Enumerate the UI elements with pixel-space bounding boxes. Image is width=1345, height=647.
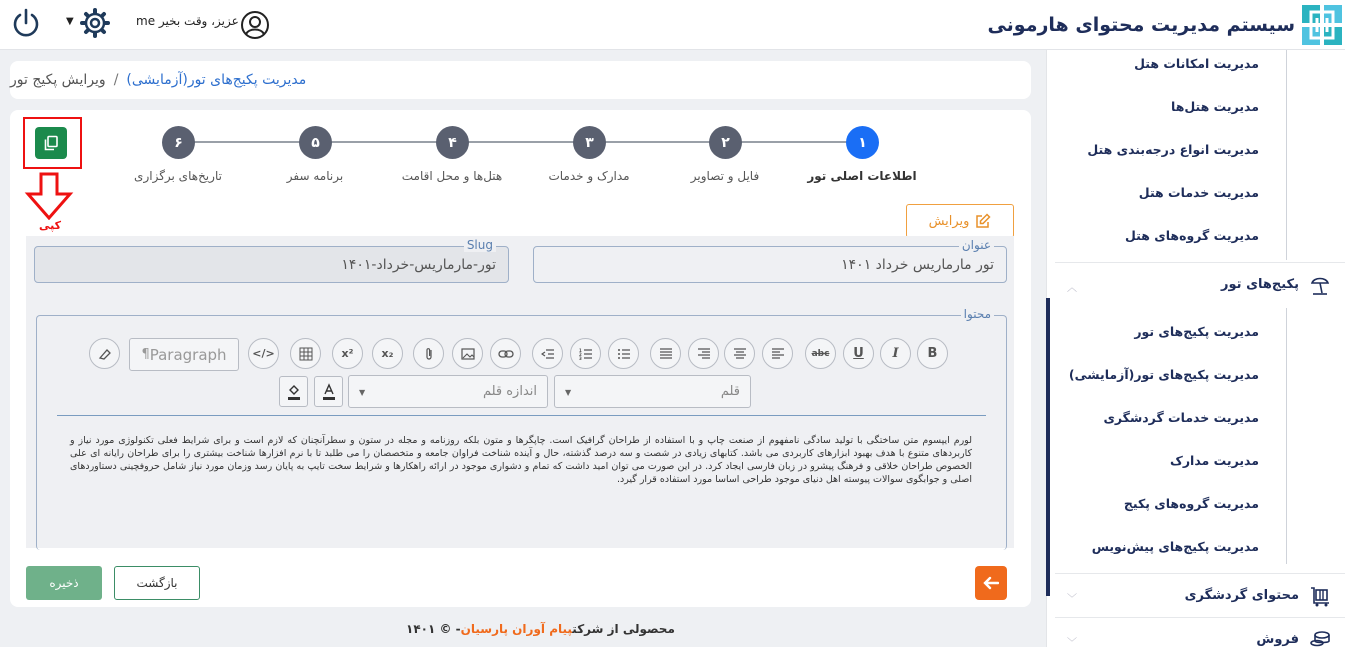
sidebar-section-sales[interactable] (1055, 617, 1345, 647)
subscript-icon: x₂ (381, 347, 394, 360)
user-greeting: me عزیز، وقت بخیر (136, 14, 239, 28)
align-justify-icon (659, 347, 673, 361)
slug-legend: Slug (464, 238, 496, 252)
top-bar (0, 0, 1345, 50)
table-grid-icon (299, 347, 313, 361)
step-6-circle[interactable]: ۶ (162, 126, 195, 159)
sidebar (1046, 50, 1345, 647)
copy-icon (43, 135, 59, 151)
harmony-logo-icon (1299, 2, 1345, 48)
chevron-down-icon: ﹀ (1067, 638, 1077, 647)
link-button[interactable] (490, 338, 521, 369)
sidebar-section-tourism-content[interactable] (1055, 573, 1345, 617)
editor-divider (57, 415, 986, 416)
slug-field (34, 238, 509, 283)
edit-button-label: ویرایش (928, 213, 970, 229)
footer-company-link[interactable]: پیام آوران پارسیان (460, 622, 573, 636)
bullet-list-button[interactable] (608, 338, 639, 369)
coins-icon (1309, 629, 1331, 647)
attach-button[interactable] (413, 338, 444, 369)
footer-suffix: - © ۱۴۰۱ (406, 622, 461, 636)
bold-button[interactable] (917, 338, 948, 369)
eraser-icon (98, 347, 112, 361)
align-left-button[interactable] (762, 338, 793, 369)
ordered-list-button[interactable] (570, 338, 601, 369)
clear-format-button[interactable] (89, 338, 120, 369)
section-label: پکیج‌های تور (1221, 277, 1299, 292)
font-color-button[interactable] (314, 376, 343, 407)
image-button[interactable] (452, 338, 483, 369)
image-icon (461, 347, 475, 361)
luggage-cart-icon (1309, 585, 1331, 607)
user-avatar-icon[interactable] (240, 10, 270, 40)
section-label: فروش (1256, 632, 1299, 647)
superscript-button[interactable] (332, 338, 363, 369)
svg-text:1: 1 (578, 347, 582, 353)
font-size-select[interactable] (348, 375, 548, 408)
svg-text:2: 2 (578, 351, 582, 357)
align-center-icon (733, 347, 747, 361)
align-right-icon (697, 347, 711, 361)
strikethrough-button[interactable] (805, 338, 836, 369)
chevron-up-icon: ︿ (1067, 283, 1077, 294)
font-family-select[interactable] (554, 375, 751, 408)
paragraph-label: Paragraph (149, 345, 227, 364)
breadcrumb (10, 61, 1031, 99)
breadcrumb-parent-link[interactable]: مدیریت پکیج‌های تور(آزمایشی) (126, 72, 307, 88)
background-color-button[interactable] (279, 376, 308, 407)
chevron-down-icon: ﹀ (1067, 594, 1077, 605)
step-6-label[interactable]: تاریخ‌های برگزاری (134, 169, 222, 183)
italic-icon: I (892, 346, 899, 361)
step-2-circle[interactable]: ۲ (709, 126, 742, 159)
editor-content-text[interactable]: لورم ایپسوم متن ساختگی با تولید سادگی نامفهوم از صنعت چاپ و با استفاده از طراحان گرافیک است. چاپگرها و متون بلکه روزنامه و مجله در ستون و سطرآنچنان که لازم است و برای شرایط فعلی تکنولوژی مورد نیاز و کاربردهای متنوع با هدف بهبود ابزارهای کاربردی می باشد. کتابهای زیادی در شصت و سه درصد گذشته، حال و آینده شناخت فراوان جامعه و متخصصان را می طلبد تا با نرم افزارها شناخت بیشتری را برای طراحان رایانه ای علی الخصوص طراحان خلاقی و فرهنگ پیشرو در زبان فارسی ایجاد کرد. در این صورت می توان امید داشت که تمام و دشواری موجود در ارائه راهکارها و شرایط سخت تایپ به پایان رسد وزمان مورد نیاز شامل حروفچینی دستاوردهای اصلی و جوابگوی سوالات پیوسته اهل دنیای موجود طراحی اساسا مورد استفاده قرار گیرد. (70, 435, 972, 485)
paperclip-icon (422, 347, 436, 361)
chevron-down-icon[interactable]: ▼ (66, 16, 74, 27)
code-view-button[interactable] (248, 338, 279, 369)
bold-icon: B (927, 346, 938, 361)
step-3-circle[interactable]: ۳ (573, 126, 606, 159)
sidebar-item-tourism-services[interactable]: مدیریت خدمات گردشگری (1103, 410, 1259, 425)
footer-prefix: محصولی از شرکت (572, 622, 675, 636)
sidebar-item-package-groups[interactable]: مدیریت گروه‌های پکیج (1123, 496, 1259, 511)
table-button[interactable] (290, 338, 321, 369)
code-icon: </> (252, 347, 275, 360)
font-color-icon (321, 383, 337, 401)
step-4-circle[interactable]: ۴ (436, 126, 469, 159)
paint-bucket-icon (286, 383, 302, 401)
bullet-list-icon (617, 347, 631, 361)
sidebar-item-documents[interactable]: مدیریت مدارک (1170, 453, 1259, 468)
step-5-circle[interactable]: ۵ (299, 126, 332, 159)
copy-button[interactable] (35, 127, 67, 159)
font-size-placeholder: اندازه قلم (482, 384, 537, 399)
return-button[interactable]: بازگشت (114, 566, 200, 600)
sidebar-item-hotel-facilities[interactable]: مدیریت امکانات هتل (1134, 56, 1259, 71)
title-legend: عنوان (959, 238, 994, 252)
italic-button[interactable] (880, 338, 911, 369)
sidebar-item-tour-packages[interactable]: مدیریت پکیج‌های تور (1134, 324, 1259, 339)
ordered-list-icon (579, 347, 593, 361)
step-1-circle[interactable]: ۱ (846, 126, 879, 159)
edit-icon (975, 213, 991, 229)
step-3-label[interactable]: مدارک و خدمات (548, 169, 630, 183)
underline-icon: U (853, 346, 864, 361)
save-button[interactable]: ذخیره (26, 566, 102, 600)
title-field[interactable] (533, 238, 1007, 283)
submenu-guide-line (1286, 50, 1287, 260)
brand (987, 2, 1345, 48)
submenu-guide-line (1286, 308, 1287, 564)
copy-annotation-label: کپی (39, 219, 62, 232)
step-1-label[interactable]: اطلاعات اصلی تور (807, 169, 917, 183)
align-right-button[interactable] (688, 338, 719, 369)
slug-input-value: تور-مارماریس-خرداد-۱۴۰۱ (341, 257, 496, 273)
align-left-icon (771, 347, 785, 361)
sidebar-item-hotel-ratings[interactable]: مدیریت انواع درجه‌بندی هتل (1087, 142, 1259, 157)
align-center-button[interactable] (724, 338, 755, 369)
superscript-icon: x² (341, 347, 354, 360)
font-family-placeholder: قلم (720, 384, 740, 399)
previous-step-button[interactable] (975, 566, 1007, 600)
arrow-left-icon (983, 576, 999, 590)
subscript-button[interactable] (372, 338, 403, 369)
stepper-connector (193, 141, 863, 143)
sidebar-item-draft-packages[interactable]: مدیریت پکیج‌های پیش‌نویس (1091, 539, 1259, 554)
chevron-down-icon: ▼ (565, 388, 572, 397)
step-5-label[interactable]: برنامه سفر (286, 169, 344, 183)
sidebar-item-hotel-services[interactable]: مدیریت خدمات هتل (1138, 185, 1259, 200)
section-label: محتوای گردشگری (1184, 588, 1299, 603)
beach-umbrella-icon (1309, 274, 1331, 296)
brand-title: سیستم مدیریت محتوای هارمونی (987, 14, 1295, 36)
paragraph-format-select[interactable] (129, 338, 239, 371)
link-icon (498, 348, 514, 360)
outdent-icon (541, 347, 555, 361)
title-input-value[interactable]: تور مارماریس خرداد ۱۴۰۱ (841, 257, 994, 273)
sidebar-item-hotel-groups[interactable]: مدیریت گروه‌های هتل (1125, 228, 1259, 243)
step-4-label[interactable]: هتل‌ها و محل اقامت (401, 169, 503, 183)
annotation-arrow-down-icon (24, 172, 74, 220)
sidebar-active-rail (1046, 298, 1050, 596)
outdent-button[interactable] (532, 338, 563, 369)
sidebar-item-tour-packages-test[interactable]: مدیریت پکیج‌های تور(آزمایشی) (1068, 367, 1259, 382)
power-icon[interactable] (10, 7, 42, 39)
justify-button[interactable] (650, 338, 681, 369)
sidebar-section-tour-packages[interactable] (1055, 262, 1345, 306)
svg-text:3: 3 (578, 355, 582, 361)
edit-button[interactable] (906, 204, 1014, 238)
content-legend: محتوا (961, 307, 994, 321)
footer (406, 622, 675, 636)
underline-button[interactable] (843, 338, 874, 369)
paragraph-icon: ¶ (141, 347, 150, 362)
breadcrumb-current: ویرایش پکیج تور (10, 72, 106, 88)
breadcrumb-separator: / (113, 72, 119, 88)
step-2-label[interactable]: فایل و تصاویر (690, 169, 760, 183)
sidebar-item-hotels[interactable]: مدیریت هتل‌ها (1171, 99, 1259, 114)
gear-icon[interactable] (80, 8, 110, 38)
strikethrough-icon: abc (811, 348, 830, 359)
chevron-down-icon: ▼ (359, 388, 366, 397)
